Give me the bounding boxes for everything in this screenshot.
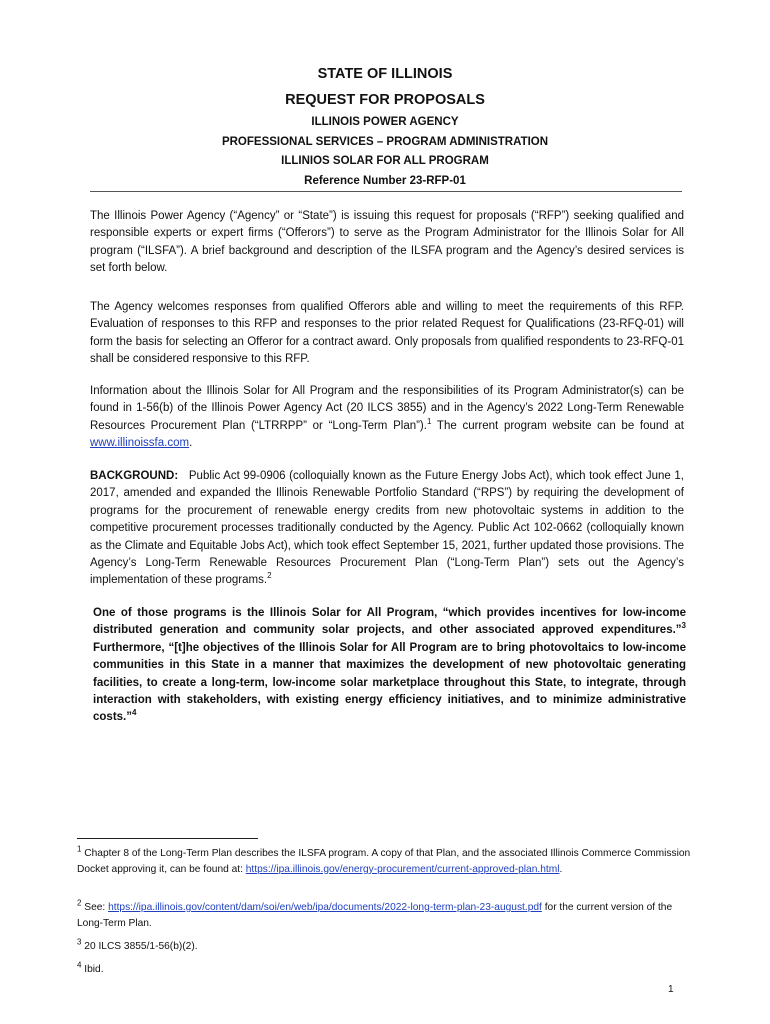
approved-plan-link[interactable]: https://ipa.illinois.gov/energy-procurement/current-approved-plan.html bbox=[245, 863, 560, 875]
footnote-4-number: 4 bbox=[77, 960, 82, 970]
title-rfp: REQUEST FOR PROPOSALS bbox=[285, 92, 485, 108]
agency-name: ILLINOIS POWER AGENCY bbox=[311, 116, 459, 128]
program-heading: ILLINIOS SOLAR FOR ALL PROGRAM bbox=[281, 155, 489, 167]
footnote-1-end: . bbox=[559, 863, 563, 875]
program-objectives-paragraph bbox=[93, 605, 686, 727]
footnote-ref-3[interactable]: 3 bbox=[681, 621, 686, 631]
background-text: Public Act 99-0906 (colloquially known as the Future Energy Jobs Act), which took effect June 1, 2017, amended and expanded the Illinois Renewable Portfolio Standard (“RPS”) by requiring the development of programs for the procurement of renewable energy credits from new photovoltaic systems in addition to the competitive procurement processes traditionally conducted by the Agency. Public Act 102-0662 (colloquially known as the Climate and Equitable Jobs Act), which took effect September 15, 2021, further updated those provisions. The Agency’s Long-Term Renewable Resources Procurement Plan (“Long-Term Plan”) sets out the Agency’s implementation of these programs. bbox=[90, 470, 684, 587]
info-paragraph bbox=[90, 383, 684, 453]
footnote-1-number: 1 bbox=[77, 844, 82, 854]
footnote-ref-4[interactable]: 4 bbox=[132, 708, 137, 718]
info-text-2: The current program website can be found at bbox=[431, 419, 684, 432]
footnote-divider bbox=[77, 838, 258, 839]
footnote-2 bbox=[77, 900, 697, 931]
footnote-3-text: 20 ILCS 3855/1-56(b)(2). bbox=[81, 941, 198, 952]
footnote-3 bbox=[77, 939, 697, 955]
page-number: 1 bbox=[668, 984, 674, 995]
footnote-2-number: 2 bbox=[77, 898, 82, 908]
services-heading: PROFESSIONAL SERVICES – PROGRAM ADMINISTRATION bbox=[221, 136, 549, 148]
footnote-2-text: See: bbox=[81, 902, 109, 913]
footnote-ref-2[interactable]: 2 bbox=[267, 571, 272, 581]
objectives-text-2: Furthermore, “[t]he objectives of the Illinois Solar for All Program are to bring photovoltaics to low-income communities in this State in a manner that maximizes the development of new photovoltaic generating facilities, to create a long-term, low-income solar marketplace throughout this State, to integrate, through interaction with stakeholders, with existing energy efficiency initiatives, and to minimize administrative costs.” bbox=[93, 641, 686, 724]
background-label: BACKGROUND: bbox=[90, 470, 179, 482]
header-divider bbox=[90, 191, 682, 192]
welcome-paragraph: The Agency welcomes responses from qualified Offerors able and willing to meet the requirements of this RFP. Evaluation of responses to this RFP and responses to the prior related Request for Qualifications (23-RFQ-01) will form the basis for selecting an Offeror for a contract award. Only proposals from qualified respondents to 23-RFQ-01 shall be considered responsive to this RFP. bbox=[90, 301, 684, 366]
title-state: STATE OF ILLINOIS bbox=[317, 66, 453, 82]
objectives-text-1: One of those programs is the Illinois Solar for All Program, “which provides incentives for low-income distributed generation and community solar projects, and other associated approved expenditures.” bbox=[93, 607, 686, 637]
program-website-link[interactable]: www.illinoissfa.com bbox=[90, 437, 190, 450]
footnote-2-end: for the current version of the Long-Term Plan. bbox=[77, 902, 673, 929]
reference-number: Reference Number 23-RFP-01 bbox=[304, 175, 466, 187]
footnote-ref-1[interactable]: 1 bbox=[426, 416, 432, 426]
info-text-end: . bbox=[189, 437, 193, 450]
long-term-plan-link[interactable]: https://ipa.illinois.gov/content/dam/soi/en/web/ipa/documents/2022-long-term-plan-23-august.pdf bbox=[108, 902, 542, 913]
footnote-1 bbox=[77, 846, 697, 877]
footnote-4 bbox=[77, 962, 697, 978]
footnote-3-number: 3 bbox=[77, 937, 82, 947]
info-text: Information about the Illinois Solar for All Program and the responsibilities of its Program Administrator(s) can be found in 1-56(b) of the Illinois Power Agency Act (20 ILCS 3855) and in the Agency’s 2022 Long-Term Renewable Resources Procurement Plan (“LTRRPP” or “Long-Term Plan”). bbox=[90, 385, 684, 432]
intro-paragraph: The Illinois Power Agency (“Agency” or “State”) is issuing this request for proposals (“RFP”) seeking qualified and responsible experts or expert firms (“Offerors”) to serve as the Program Administrator for the Illinois Solar for All program (“ILSFA”). A brief background and description of the ILSFA program and the Agency’s desired services is set forth below. bbox=[90, 210, 684, 275]
footnote-1-text: Chapter 8 of the Long-Term Plan describes the ILSFA program. A copy of that Plan, and the associated Illinois Commerce Commission Docket approving it, can be found at: bbox=[77, 848, 691, 875]
footnote-4-text: Ibid. bbox=[81, 964, 104, 975]
background-paragraph bbox=[90, 468, 684, 590]
